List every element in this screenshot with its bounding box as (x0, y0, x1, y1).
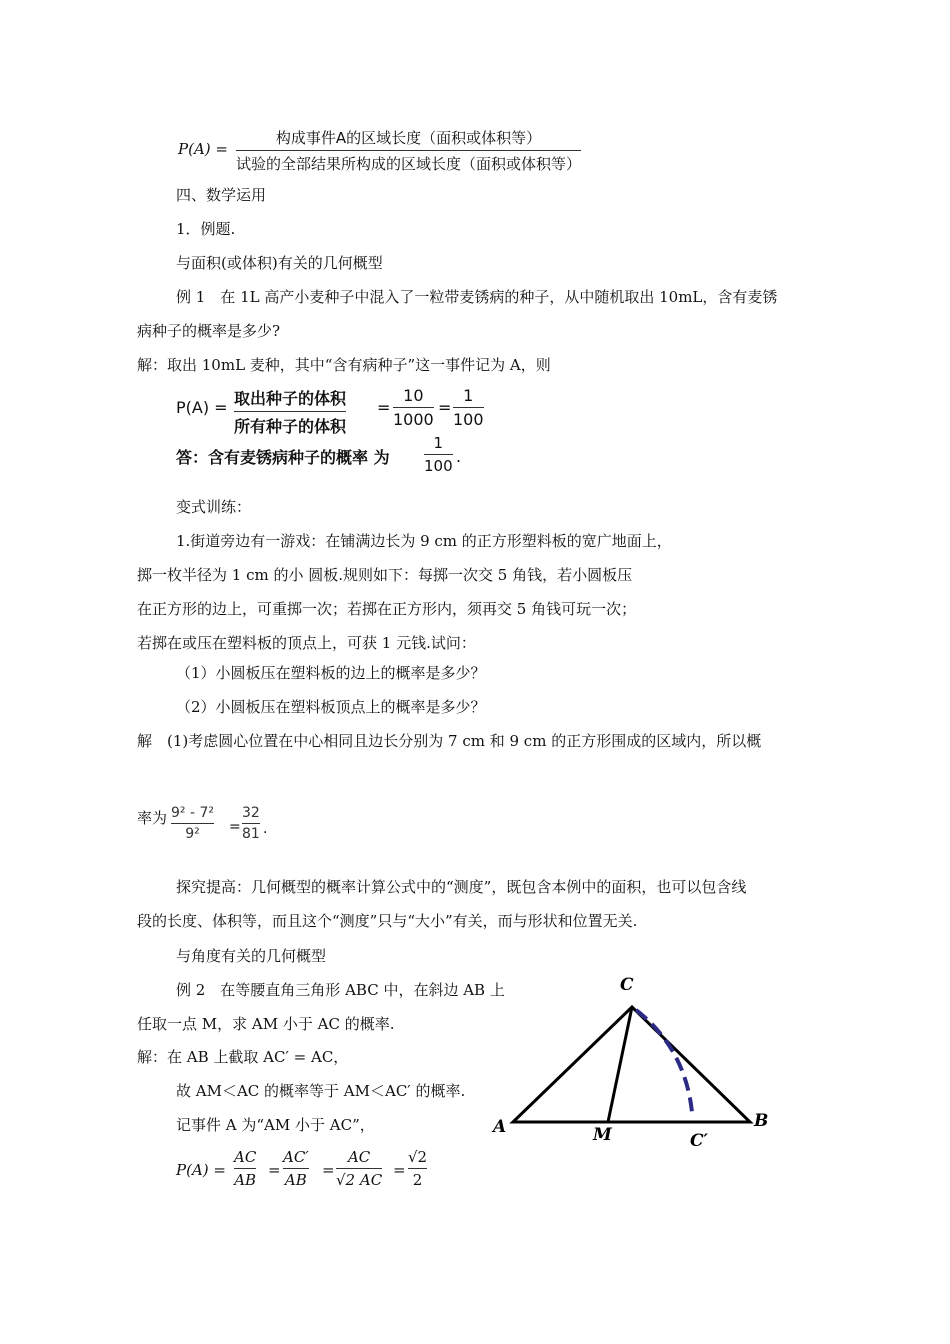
example2-sol1: 解：在 AB 上截取 AC′ = AC， (137, 1048, 349, 1066)
example2-frac3-den: √2 AC (336, 1171, 383, 1189)
explore-line2: 段的长度、体积等，而且这个“测度”只与“大小”有关，而与形状和位置无关. (137, 912, 638, 930)
variant-prob-den: 9² (185, 826, 200, 842)
label-c: C (620, 975, 634, 995)
variant-prob-frac (171, 805, 214, 842)
formula-fraction (236, 127, 581, 174)
example2-eq-b: = (322, 1161, 335, 1179)
example2-frac4-bar (408, 1168, 427, 1169)
example2-frac3-num: AC (347, 1148, 371, 1166)
example1-answer-bar (424, 454, 453, 455)
formula-denominator: 试验的全部结果所构成的区域长度（面积或体积等） (236, 155, 582, 173)
example1-answer-den: 100 (424, 457, 453, 475)
example1-answer-frac (424, 434, 453, 475)
label-m: M (593, 1125, 612, 1145)
variant-line3: 在正方形的边上，可重掷一次；若掷在正方形内，须再交 5 角钱可玩一次； (137, 600, 637, 618)
example2-frac2-bar (283, 1168, 309, 1169)
subsection-angle: 与角度有关的几何概型 (176, 947, 327, 965)
example1-frac1-den: 所有种子的体积 (234, 417, 347, 436)
example1-frac3-den: 100 (453, 410, 484, 429)
explore-line1: 探究提高：几何概型的概率计算公式中的“测度”，既包含本例中的面积，也可以包含线 (176, 878, 747, 896)
variant-prob-rden: 81 (242, 826, 260, 842)
example1-frac3-bar (453, 407, 484, 408)
example1-frac2 (393, 386, 434, 429)
example2-line1: 例 2 在等腰直角三角形 ABC 中，在斜边 AB 上 (176, 981, 505, 999)
variant-solution: 解 (1)考虑圆心位置在中心相同且边长分别为 7 cm 和 9 cm 的正方形围成的区域内，所以概 (137, 732, 762, 750)
example1-eq2: = (377, 398, 391, 417)
label-b: B (754, 1111, 769, 1131)
example2-frac1-bar (234, 1168, 256, 1169)
arc-c-cprime (636, 1010, 692, 1112)
example2-frac1 (234, 1148, 256, 1189)
variant-q1: （1）小圆板压在塑料板的边上的概率是多少？ (176, 664, 486, 682)
variant-prob-rnum: 32 (242, 805, 260, 821)
example1-frac3 (453, 386, 484, 429)
triangle-abc (513, 1007, 750, 1122)
example2-frac2 (283, 1148, 309, 1189)
formula-lhs: P(A) = (178, 140, 228, 158)
variant-line1: 1.街道旁边有一游戏：在铺满边长为 9 cm 的正方形塑料板的宽广地面上， (176, 532, 672, 550)
variant-prob-bar (171, 823, 214, 824)
example2-frac4-num: √2 (408, 1148, 428, 1166)
example1-frac2-bar (393, 407, 434, 408)
example2-sol3: 记事件 A 为“AM 小于 AC”， (176, 1116, 375, 1134)
example2-eq-c: = (393, 1161, 406, 1179)
example1-answer-num: 1 (433, 434, 444, 452)
variant-q2: （2）小圆板压在塑料板顶点上的概率是多少？ (176, 698, 486, 716)
example1-frac1 (234, 386, 346, 437)
variant-prob-result (242, 805, 260, 842)
example1-frac3-num: 1 (463, 386, 474, 405)
example1-frac1-num: 取出种子的体积 (234, 389, 347, 408)
triangle-diagram (480, 968, 780, 1168)
example1-frac1-bar (234, 411, 346, 412)
variant-prob-prefix: 率为 (137, 809, 168, 827)
example1-eq-lhs: P(A) = (176, 398, 228, 417)
label-c-prime: C′ (690, 1131, 709, 1151)
variant-prob-eq: = (229, 819, 241, 835)
formula-bar (236, 150, 581, 151)
example1-answer-end: . (456, 447, 462, 466)
example2-frac1-den: AB (234, 1171, 257, 1189)
variant-line2: 掷一枚半径为 1 cm 的小 圆板.规则如下：每掷一次交 5 角钱，若小圆板压 (137, 566, 633, 584)
variant-line4: 若掷在或压在塑料板的顶点上，可获 1 元钱.试问： (137, 634, 476, 652)
example1-eq3: = (438, 398, 452, 417)
example1-frac2-den: 1000 (393, 410, 434, 429)
example1-line1: 例 1 在 1L 高产小麦种子中混入了一粒带麦锈病的种子，从中随机取出 10mL，含有麦锈 (176, 288, 778, 306)
item-1: 1．例题. (176, 220, 236, 238)
example2-frac3-bar (336, 1168, 382, 1169)
variant-title: 变式训练： (176, 498, 252, 516)
example1-frac2-num: 10 (403, 386, 424, 405)
example2-frac4 (408, 1148, 427, 1189)
example2-sol2: 故 AM＜AC 的概率等于 AM＜AC′ 的概率. (176, 1082, 466, 1100)
example2-frac3 (336, 1148, 382, 1189)
variant-prob-rbar (242, 823, 260, 824)
example2-frac1-num: AC (234, 1148, 257, 1166)
formula-numerator: 构成事件A的区域长度（面积或体积等） (275, 129, 542, 147)
example1-solution: 解：取出 10mL 麦种，其中“含有病种子”这一事件记为 A，则 (137, 356, 551, 374)
segment-cm (608, 1007, 632, 1122)
example2-frac2-num: AC′ (283, 1148, 309, 1166)
example2-eq-lhs: P(A) = (176, 1161, 226, 1179)
section-title: 四、数学运用 (176, 186, 267, 204)
example2-eq-a: = (268, 1161, 281, 1179)
example1-line2: 病种子的概率是多少? (137, 322, 281, 340)
variant-prob-end: . (263, 821, 268, 837)
example2-frac2-den: AB (284, 1171, 307, 1189)
label-a: A (493, 1117, 507, 1137)
example1-answer: 答：含有麦锈病种子的概率 为 (176, 448, 390, 467)
subsection-area: 与面积(或体积)有关的几何概型 (176, 254, 383, 272)
variant-prob-num: 9² - 7² (171, 805, 214, 821)
example2-line2: 任取一点 M，求 AM 小于 AC 的概率. (137, 1015, 395, 1033)
example2-frac4-den: 2 (412, 1171, 423, 1189)
